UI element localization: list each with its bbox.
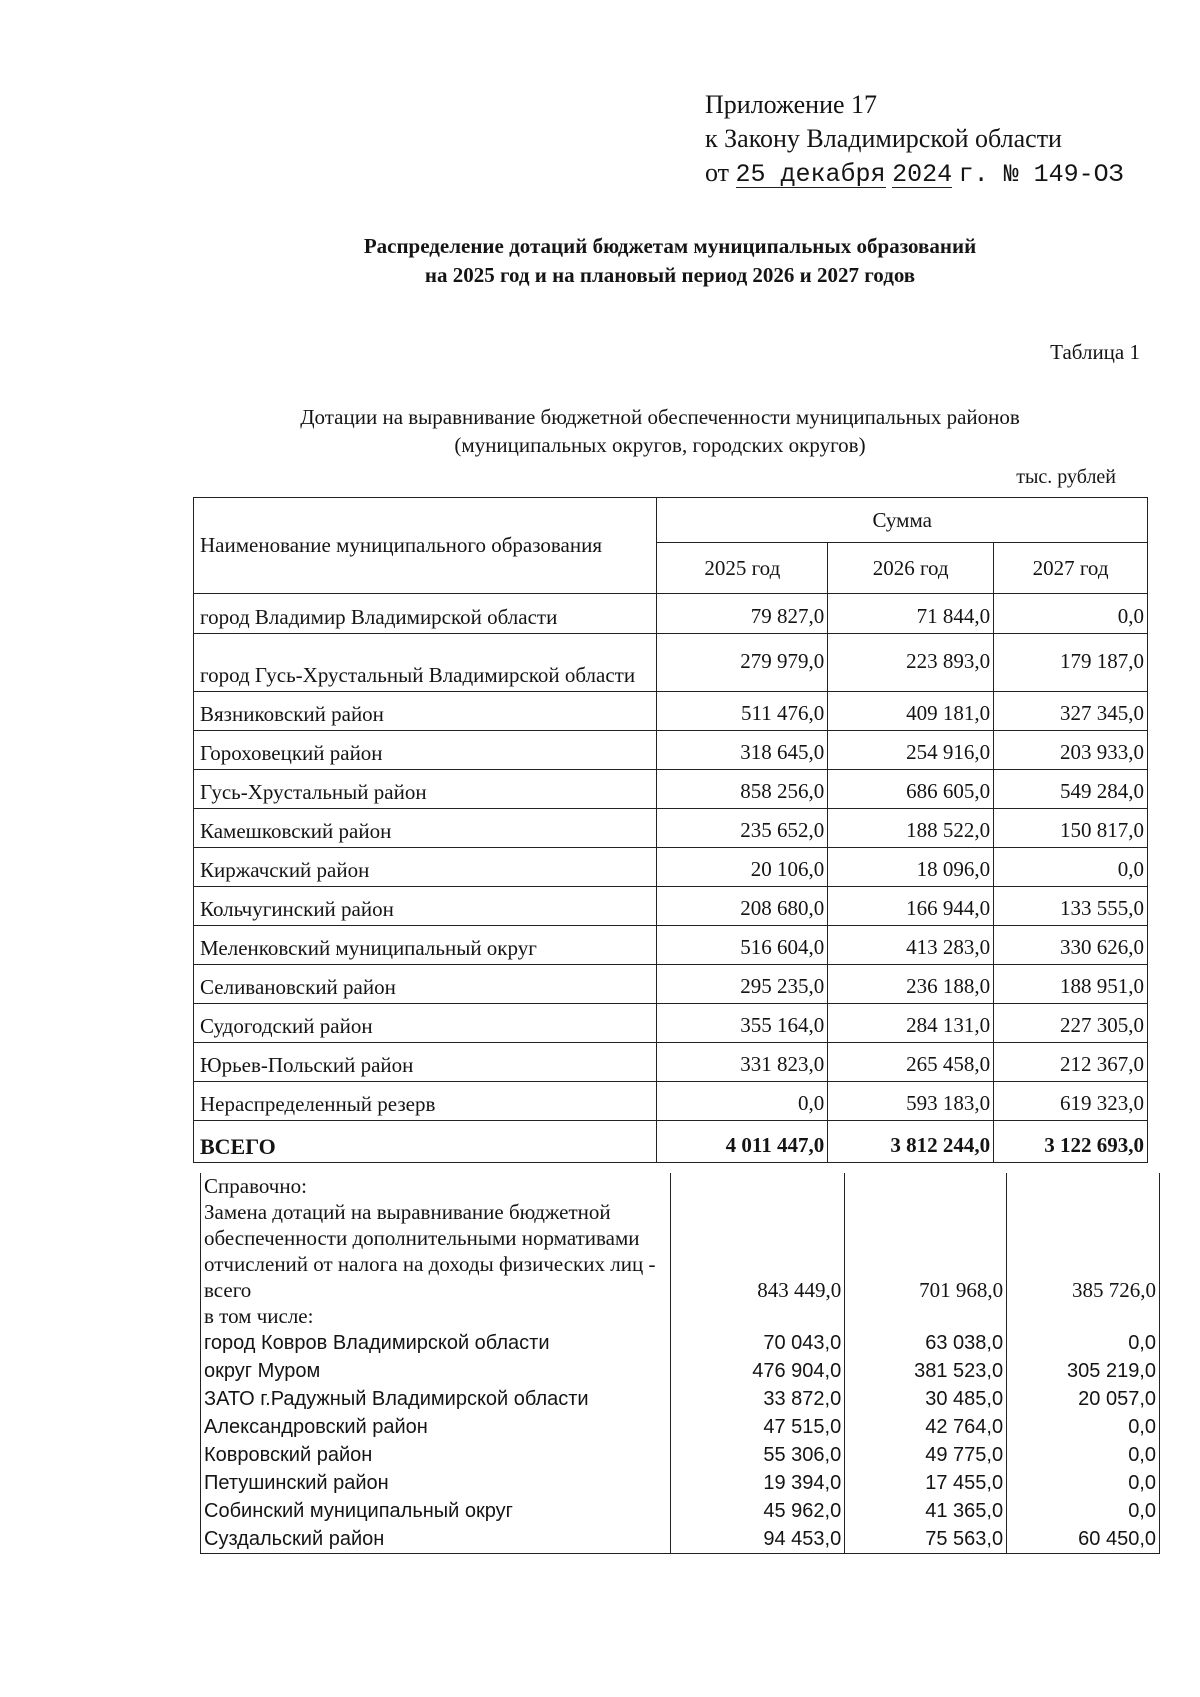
reference-row-value-2025: 19 394,0 <box>671 1469 845 1497</box>
units-label: тыс. рублей <box>1016 466 1116 488</box>
reference-row-value-2027: 0,0 <box>1007 1441 1160 1469</box>
subtitle-line-1: Дотации на выравнивание бюджетной обеспеченности муниципальных районов <box>300 405 1020 429</box>
row-name: Камешковский район <box>194 809 657 848</box>
table-row <box>194 594 1148 634</box>
row-value-2027: 619 323,0 <box>994 1082 1148 1121</box>
reference-row <box>201 1497 1160 1525</box>
appendix-law-number: г. № 149-ОЗ <box>958 160 1124 189</box>
row-value-2025: 295 235,0 <box>657 965 828 1004</box>
row-name: Судогодский район <box>194 1004 657 1043</box>
row-value-2025: 516 604,0 <box>657 926 828 965</box>
row-name: Меленковский муниципальный округ <box>194 926 657 965</box>
row-value-2025: 0,0 <box>657 1082 828 1121</box>
reference-row-value-2025: 476 904,0 <box>671 1357 845 1385</box>
table-row <box>194 731 1148 770</box>
reference-row-value-2027: 0,0 <box>1007 1469 1160 1497</box>
reference-row-value-2027: 0,0 <box>1007 1413 1160 1441</box>
title-line-2: на 2025 год и на плановый период 2026 и 2027 годов <box>424 263 916 287</box>
row-value-2025: 279 979,0 <box>657 634 828 692</box>
reference-row-value-2025: 94 453,0 <box>671 1525 845 1554</box>
reference-row-name: округ Муром <box>201 1357 671 1385</box>
row-name: Киржачский район <box>194 848 657 887</box>
reference-description <box>201 1173 671 1329</box>
row-value-2025: 511 476,0 <box>657 692 828 731</box>
reference-row-value-2027: 0,0 <box>1007 1497 1160 1525</box>
row-value-2026: 409 181,0 <box>828 692 994 731</box>
reference-value-2027: 385 726,0 <box>1007 1173 1160 1329</box>
appendix-year: 2024 <box>892 160 953 189</box>
row-name: Селивановский район <box>194 965 657 1004</box>
row-value-2025: 355 164,0 <box>657 1004 828 1043</box>
row-name: Нераспределенный резерв <box>194 1082 657 1121</box>
row-name: Юрьев-Польский район <box>194 1043 657 1082</box>
appendix-block <box>705 88 1124 192</box>
row-value-2025: 235 652,0 <box>657 809 828 848</box>
reference-value-2025: 843 449,0 <box>671 1173 845 1329</box>
subtitle-line-2: (муниципальных округов, городских округов) <box>454 433 866 457</box>
table-row <box>194 809 1148 848</box>
table-row <box>194 692 1148 731</box>
reference-row-value-2025: 70 043,0 <box>671 1329 845 1357</box>
reference-value-2026: 701 968,0 <box>845 1173 1007 1329</box>
table-subtitle <box>200 403 1120 459</box>
row-value-2027: 330 626,0 <box>994 926 1148 965</box>
reference-row-name: город Ковров Владимирской области <box>201 1329 671 1357</box>
reference-row <box>201 1413 1160 1441</box>
appendix-line-1: Приложение 17 <box>705 90 878 119</box>
column-header-name: Наименование муниципального образования <box>194 498 657 594</box>
appendix-line-3 <box>705 156 1124 192</box>
document-title <box>0 232 1200 290</box>
reference-row-name: Александровский район <box>201 1413 671 1441</box>
reference-heading: Справочно: <box>204 1174 307 1198</box>
table-row <box>194 634 1148 692</box>
row-value-2025: 20 106,0 <box>657 848 828 887</box>
row-value-2026: 265 458,0 <box>828 1043 994 1082</box>
appendix-day-month: 25 декабря <box>735 160 886 189</box>
total-value-2025: 4 011 447,0 <box>657 1121 828 1163</box>
row-value-2027: 0,0 <box>994 594 1148 634</box>
row-value-2027: 150 817,0 <box>994 809 1148 848</box>
row-value-2026: 18 096,0 <box>828 848 994 887</box>
reference-row <box>201 1329 1160 1357</box>
subsidy-table <box>193 497 1148 1163</box>
row-name: Кольчугинский район <box>194 887 657 926</box>
reference-row-value-2027: 0,0 <box>1007 1329 1160 1357</box>
row-value-2026: 166 944,0 <box>828 887 994 926</box>
row-value-2025: 208 680,0 <box>657 887 828 926</box>
row-value-2025: 79 827,0 <box>657 594 828 634</box>
row-value-2025: 331 823,0 <box>657 1043 828 1082</box>
reference-row-value-2026: 75 563,0 <box>845 1525 1007 1554</box>
table-row <box>194 1004 1148 1043</box>
row-value-2026: 284 131,0 <box>828 1004 994 1043</box>
row-value-2026: 593 183,0 <box>828 1082 994 1121</box>
row-value-2026: 254 916,0 <box>828 731 994 770</box>
row-value-2026: 236 188,0 <box>828 965 994 1004</box>
row-name: Гороховецкий район <box>194 731 657 770</box>
column-header-2026: 2026 год <box>828 543 994 594</box>
row-value-2027: 327 345,0 <box>994 692 1148 731</box>
reference-row <box>201 1385 1160 1413</box>
reference-row-value-2026: 381 523,0 <box>845 1357 1007 1385</box>
appendix-line-2: к Закону Владимирской области <box>705 124 1062 153</box>
row-name: Вязниковский район <box>194 692 657 731</box>
row-value-2027: 549 284,0 <box>994 770 1148 809</box>
column-header-2027: 2027 год <box>994 543 1148 594</box>
total-value-2027: 3 122 693,0 <box>994 1121 1148 1163</box>
row-value-2027: 227 305,0 <box>994 1004 1148 1043</box>
table-row <box>194 965 1148 1004</box>
appendix-prefix: от <box>705 158 730 187</box>
reference-row-value-2025: 47 515,0 <box>671 1413 845 1441</box>
table-row <box>194 1082 1148 1121</box>
table-row <box>194 1043 1148 1082</box>
reference-row-value-2025: 45 962,0 <box>671 1497 845 1525</box>
row-value-2027: 188 951,0 <box>994 965 1148 1004</box>
total-row <box>194 1121 1148 1163</box>
row-value-2026: 223 893,0 <box>828 634 994 692</box>
column-header-sum: Сумма <box>657 498 1148 543</box>
reference-row-value-2025: 55 306,0 <box>671 1441 845 1469</box>
row-value-2027: 212 367,0 <box>994 1043 1148 1082</box>
row-name: город Гусь-Хрустальный Владимирской области <box>194 634 657 692</box>
column-header-2025: 2025 год <box>657 543 828 594</box>
reference-row <box>201 1441 1160 1469</box>
reference-row-name: Петушинский район <box>201 1469 671 1497</box>
row-value-2027: 133 555,0 <box>994 887 1148 926</box>
table-row <box>194 887 1148 926</box>
reference-row-name: Собинский муниципальный округ <box>201 1497 671 1525</box>
reference-row-value-2026: 42 764,0 <box>845 1413 1007 1441</box>
row-name: город Владимир Владимирской области <box>194 594 657 634</box>
reference-row-value-2026: 41 365,0 <box>845 1497 1007 1525</box>
reference-row <box>201 1469 1160 1497</box>
row-value-2027: 203 933,0 <box>994 731 1148 770</box>
title-line-1: Распределение дотаций бюджетам муниципальных образований <box>363 234 977 258</box>
reference-row-value-2026: 17 455,0 <box>845 1469 1007 1497</box>
total-value-2026: 3 812 244,0 <box>828 1121 994 1163</box>
reference-summary-row <box>201 1173 1160 1329</box>
table-row <box>194 770 1148 809</box>
row-value-2027: 0,0 <box>994 848 1148 887</box>
reference-row-value-2027: 60 450,0 <box>1007 1525 1160 1554</box>
row-value-2026: 413 283,0 <box>828 926 994 965</box>
row-value-2027: 179 187,0 <box>994 634 1148 692</box>
table-row <box>194 848 1148 887</box>
row-name: Гусь-Хрустальный район <box>194 770 657 809</box>
reference-row-name: Ковровский район <box>201 1441 671 1469</box>
row-value-2025: 858 256,0 <box>657 770 828 809</box>
reference-row-value-2027: 20 057,0 <box>1007 1385 1160 1413</box>
reference-row <box>201 1357 1160 1385</box>
row-value-2025: 318 645,0 <box>657 731 828 770</box>
reference-including: в том числе: <box>204 1304 314 1328</box>
row-value-2026: 71 844,0 <box>828 594 994 634</box>
reference-row-name: ЗАТО г.Радужный Владимирской области <box>201 1385 671 1413</box>
reference-row-name: Суздальский район <box>201 1525 671 1554</box>
reference-row-value-2025: 33 872,0 <box>671 1385 845 1413</box>
row-value-2026: 188 522,0 <box>828 809 994 848</box>
row-value-2026: 686 605,0 <box>828 770 994 809</box>
reference-row-value-2026: 49 775,0 <box>845 1441 1007 1469</box>
total-label: ВСЕГО <box>194 1121 657 1163</box>
reference-row <box>201 1525 1160 1554</box>
reference-row-value-2027: 305 219,0 <box>1007 1357 1160 1385</box>
reference-text: Замена дотаций на выравнивание бюджетной обеспеченности дополнительными нормативами отчислений от налога на доходы физических лиц - всего <box>204 1200 656 1302</box>
reference-table <box>200 1173 1160 1554</box>
reference-row-value-2026: 63 038,0 <box>845 1329 1007 1357</box>
reference-row-value-2026: 30 485,0 <box>845 1385 1007 1413</box>
table-row <box>194 926 1148 965</box>
table-number: Таблица 1 <box>1050 340 1140 364</box>
